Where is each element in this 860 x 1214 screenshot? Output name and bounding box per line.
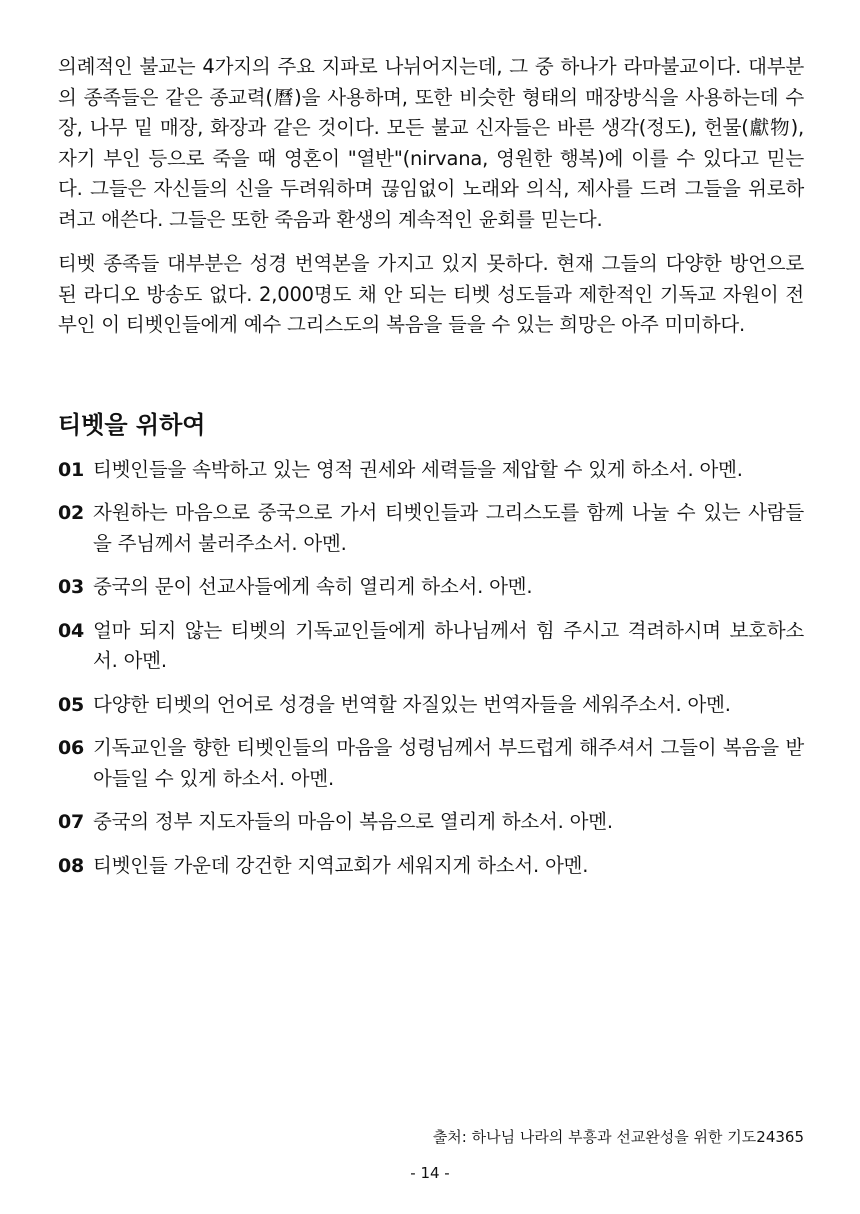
prayer-number: 07 <box>58 811 85 833</box>
prayer-item <box>58 807 804 838</box>
document-body <box>58 52 804 894</box>
prayer-number: 05 <box>58 693 85 716</box>
prayer-text: 다양한 티벳의 언어로 성경을 번역할 자질있는 번역자들을 세워주소서. 아멘. <box>93 692 731 716</box>
paragraph-buddhism: 의례적인 불교는 4가지의 주요 지파로 나뉘어지는데, 그 중 하나가 라마불교이다. 대부분의 종족들은 같은 종교력(曆)을 사용하며, 또한 비슷한 형태의 매장방식을 사용하는데 수장, 나무 밑 매장, 화장과 같은 것이다. 모든 불교 신자들은 바른 생각(정도), 헌물(獻物), 자기 부인 등으로 죽을 때 영혼이 "열반"(nirvana, 영원한 행복)에 이를 수 있다고 믿는다. 그들은 자신들의 신을 두려워하며 끊임없이 노래와 의식, 제사를 드려 그들을 위로하려고 애쓴다. 그들은 또한 죽음과 환생의 계속적인 윤회를 믿는다. <box>58 55 804 231</box>
prayer-item <box>58 733 804 794</box>
prayer-number: 08 <box>58 854 85 877</box>
prayer-item <box>58 572 804 603</box>
prayer-item <box>58 851 804 882</box>
prayer-text: 중국의 문이 선교사들에게 속히 열리게 하소서. 아멘. <box>93 575 533 598</box>
prayer-item <box>58 690 804 721</box>
prayer-number: 04 <box>58 619 85 642</box>
prayer-number: 03 <box>58 576 85 598</box>
prayer-item <box>58 616 804 677</box>
prayer-item <box>58 498 804 559</box>
prayer-number: 06 <box>58 737 85 759</box>
prayer-list <box>58 455 804 882</box>
section-title: 티벳을 위하여 <box>58 410 206 439</box>
prayer-text: 기독교인을 향한 티벳인들의 마음을 성령님께서 부드럽게 해주셔서 그들이 복음을 받아들일 수 있게 하소서. 아멘. <box>93 736 804 790</box>
prayer-text: 자원하는 마음으로 중국으로 가서 티벳인들과 그리스도를 함께 나눌 수 있는 사람들을 주님께서 불러주소서. 아멘. <box>93 501 804 555</box>
paragraph-bible-translation: 티벳 종족들 대부분은 성경 번역본을 가지고 있지 못하다. 현재 그들의 다양한 방언으로 된 라디오 방송도 없다. 2,000명도 채 안 되는 티벳 성도들과 제한적인 기독교 자원이 전부인 이 티벳인들에게 예수 그리스도의 복음을 들을 수 있는 희망은 아주 미미하다. <box>58 252 804 336</box>
page-number: - 14 - <box>410 1164 450 1182</box>
prayer-text: 티벳인들을 속박하고 있는 영적 권세와 세력들을 제압할 수 있게 하소서. 아멘. <box>93 457 743 481</box>
prayer-text: 얼마 되지 않는 티벳의 기독교인들에게 하나님께서 힘 주시고 격려하시며 보호하소서. 아멘. <box>93 618 804 672</box>
prayer-text: 티벳인들 가운데 강건한 지역교회가 세워지게 하소서. 아멘. <box>93 853 589 877</box>
prayer-text: 중국의 정부 지도자들의 마음이 복음으로 열리게 하소서. 아멘. <box>93 810 613 833</box>
source-citation: 출처: 하나님 나라의 부흥과 선교완성을 위한 기도24365 <box>432 1128 804 1146</box>
prayer-number: 01 <box>58 458 85 481</box>
prayer-number: 02 <box>58 502 85 524</box>
prayer-item <box>58 455 804 486</box>
